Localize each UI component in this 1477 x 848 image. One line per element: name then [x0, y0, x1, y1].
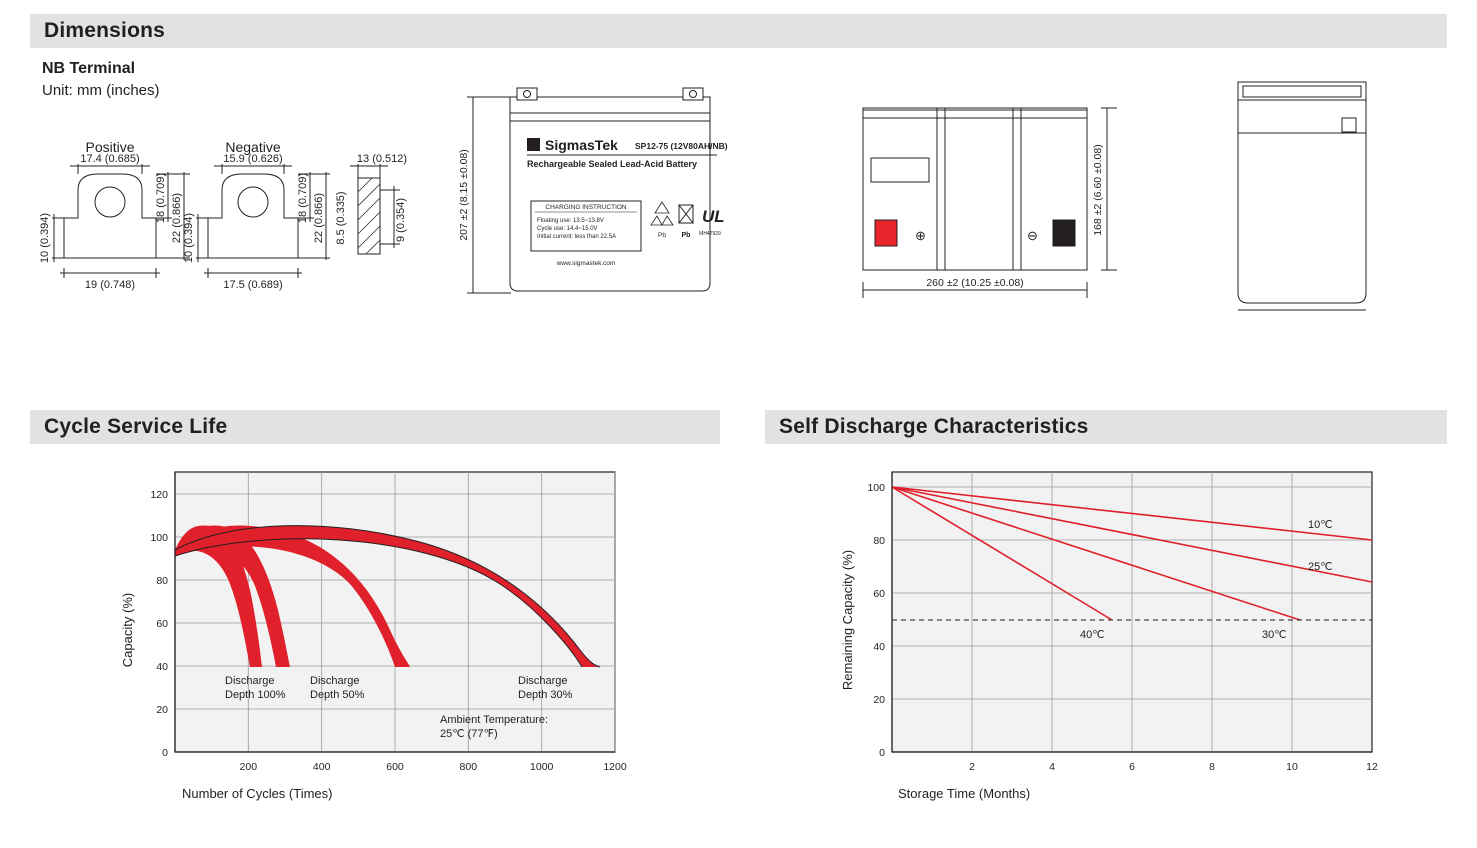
recycle-label: Pb: [658, 232, 666, 239]
annotation-dod50-line1: Discharge: [310, 675, 360, 687]
section-title-cycle: Cycle Service Life: [44, 415, 228, 438]
sd-xlabel: Storage Time (Months): [898, 786, 1031, 801]
sd-xtick-2: 2: [969, 761, 975, 773]
annotation-ambient-line1: Ambient Temperature:: [440, 714, 549, 726]
section-title: Dimensions: [44, 19, 166, 42]
nb-terminal-title: NB Terminal: [42, 60, 136, 77]
battery-brand: SigmasTek: [545, 137, 618, 153]
sd-ytick-100: 100: [867, 482, 885, 494]
annotation-dod100-line2: Depth 100%: [225, 689, 286, 701]
battery-website: www.sigmastek.com: [556, 260, 616, 267]
positive-inner-height-dim: 18 (0.709): [155, 172, 167, 224]
brand-mark-glyph: Σ: [530, 140, 537, 152]
unit-label: Unit: mm (inches): [42, 82, 160, 99]
positive-outer-height-dim: 22 (0.866): [171, 192, 183, 244]
positive-height-dim: 10 (0.394): [39, 212, 51, 264]
charging-line-2: Cycle use: 14.4~15.0V: [537, 226, 598, 232]
sd-xtick-8b: 8: [1209, 761, 1215, 773]
ul-icon: [699, 207, 725, 237]
section-title-self-discharge: Self Discharge Characteristics: [779, 415, 1089, 438]
cycle-ytick-0: 0: [162, 747, 168, 759]
battery-model: SP12-75 (12V80AH/NB): [635, 141, 728, 151]
battery-depth-dim: 168 ±2 (6.60 ±0.08): [1092, 144, 1104, 236]
annotation-ambient-line2: 25℃ (77℉): [440, 728, 498, 740]
annotation-dod50-line2: Depth 50%: [310, 689, 365, 701]
cycle-xtick-400: 400: [312, 761, 331, 773]
charging-line-3: Initial current: less than 22.5A: [537, 234, 617, 240]
ul-file-number: MH47929: [699, 231, 721, 237]
negative-width-dim: 15.9 (0.626): [223, 153, 283, 165]
sd-xtick-6: 6: [1129, 761, 1135, 773]
charging-instruction-title: CHARGING INSTRUCTION: [545, 204, 627, 211]
ul-glyph: UL: [702, 207, 725, 226]
sd-ylabel: Remaining Capacity (%): [840, 549, 855, 691]
positive-width-dim: 17.4 (0.685): [80, 153, 140, 165]
section-header-self-discharge: [765, 410, 1447, 444]
plate-width-dim: 13 (0.512): [356, 153, 408, 165]
negative-base-dim: 17.5 (0.689): [223, 279, 283, 291]
annotation-dod30-line2: Depth 30%: [518, 689, 573, 701]
sd-xtick-12: 12: [1366, 761, 1378, 773]
battery-width-dim: 260 ±2 (10.25 ±0.08): [926, 277, 1024, 289]
trash-label: Pb: [681, 232, 691, 239]
sd-xtick-10: 10: [1286, 761, 1298, 773]
cycle-xtick-800: 800: [459, 761, 478, 773]
series-label-30c: 30℃: [1262, 629, 1287, 641]
sd-xtick-4: 4: [1049, 761, 1055, 773]
positive-label: Positive: [85, 139, 135, 155]
cycle-ytick-80: 80: [156, 575, 168, 587]
self-discharge-chart: [830, 460, 1440, 810]
negative-terminal-mark: ⊖: [1027, 228, 1038, 243]
sd-ytick-60: 60: [873, 588, 885, 600]
cycle-xtick-200: 200: [239, 761, 258, 773]
annotation-dod100-line1: Discharge: [225, 675, 275, 687]
cycle-ytick-40: 40: [156, 661, 168, 673]
cycle-xtick-600: 600: [386, 761, 404, 773]
section-header-dimensions: [30, 14, 1447, 48]
negative-height-dim: 10 (0.394): [183, 212, 195, 264]
battery-front-view: [455, 85, 765, 310]
positive-base-dim: 19 (0.748): [84, 279, 136, 291]
charging-line-1: Floating use: 13.5~13.8V: [537, 218, 604, 224]
cycle-ytick-60: 60: [156, 618, 168, 630]
cycle-ylabel: Capacity (%): [120, 592, 135, 668]
positive-terminal-mark: ⊕: [915, 228, 926, 243]
plate-dim-a: 8.5 (0.335): [335, 191, 347, 245]
cycle-xtick-1000: 1000: [530, 761, 554, 773]
series-label-10c: 10℃: [1308, 519, 1333, 531]
cycle-ytick-100: 100: [150, 532, 168, 544]
battery-top-view: [855, 100, 1175, 310]
cycle-ytick-120: 120: [150, 489, 168, 501]
cycle-xlabel: Number of Cycles (Times): [182, 786, 333, 801]
battery-type: Rechargeable Sealed Lead-Acid Battery: [527, 159, 698, 169]
cycle-xtick-1200: 1200: [603, 761, 627, 773]
sd-ytick-0: 0: [879, 747, 885, 759]
negative-label: Negative: [225, 139, 281, 155]
sd-ytick-80: 80: [873, 535, 885, 547]
negative-inner-height-dim: 18 (0.709): [297, 172, 309, 224]
sd-ytick-20: 20: [873, 694, 885, 706]
cycle-ytick-20: 20: [156, 704, 168, 716]
series-label-25c: 25℃: [1308, 561, 1333, 573]
terminal-drawings: [30, 130, 430, 310]
annotation-dod30-line1: Discharge: [518, 675, 568, 687]
battery-side-view: [1230, 78, 1410, 328]
battery-height-dim: 207 ±2 (8.15 ±0.08): [458, 149, 470, 241]
series-label-40c: 40℃: [1080, 629, 1105, 641]
plate-dim-b: 9 (0.354): [395, 197, 407, 243]
cycle-life-chart: [110, 460, 730, 810]
section-header-cycle-life: [30, 410, 720, 444]
negative-outer-height-dim: 22 (0.866): [313, 192, 325, 244]
sd-ytick-40: 40: [873, 641, 885, 653]
